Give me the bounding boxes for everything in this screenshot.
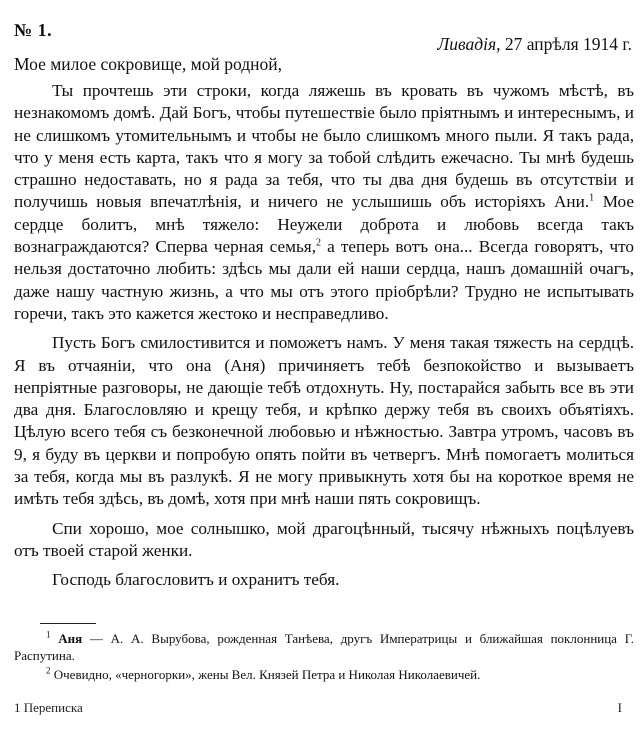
salutation: Мое милое сокровище, мой родной, <box>14 54 282 74</box>
footnote-divider <box>40 623 96 624</box>
letter-place: Ливадія, <box>437 34 501 54</box>
paragraph-4: Господь благословитъ и охранитъ тебя. <box>52 570 340 590</box>
footnote-1-text: — А. А. Вырубова, рожденная Танѣева, другъ Императрицы и ближайшая поклонница Г. Распутина. <box>14 631 634 663</box>
footnote-2 <box>14 666 634 683</box>
footnote-1-lead: Аня <box>58 631 83 646</box>
footnote-1 <box>14 630 634 664</box>
letter-number: № 1. <box>14 20 53 40</box>
footer-signature: 1 Переписка <box>14 700 83 715</box>
footnote-ref-2: 2 <box>316 237 321 249</box>
paragraph-1-part-a: Ты прочтешь эти строки, когда ляжешь въ кровать въ чужомъ мѣстѣ, въ незнакомомъ домѣ. Дай Богъ, чтобы путешествіе было пріятнымъ и интереснымъ, и не слишкомъ утомительнымъ и чтобы не было слишкомъ много пыли. Я такъ рада, что у меня есть карта, такъ что я могу за тобой слѣдить ежечасно. Ты мнѣ будешь страшно недоставать, но я рада за тебя, что ты два дня будешь въ отсутствіи и получишь новыя впечатлѣнія, и ничего не услышишь объ исторіяхъ Ани. <box>14 81 634 212</box>
letter-date: 27 апрѣля 1914 г. <box>504 34 632 54</box>
letter-page <box>12 0 636 732</box>
paragraph-3: Спи хорошо, мое солнышко, мой драгоцѣнный, тысячу нѣжныхъ поцѣлуевъ отъ твоей старой женки. <box>14 518 634 560</box>
paragraph-1-part-c: а теперь вотъ она... Всегда говорятъ, что нельзя достаточно любить: здѣсь мы дали ей наши сердца, нашъ домашній очагъ, даже нашу частную жизнь, а что мы отъ этого пріобрѣли? Трудно не испытывать горечи, такъ это кажется жестоко и несправедливо. <box>14 237 634 323</box>
paragraph-2: Пусть Богъ смилостивится и поможетъ намъ. У меня такая тяжесть на сердцѣ. Я въ отчаяніи, что она (Аня) причиняетъ тебѣ безпокойство и вызываетъ непріятные разговоры, не дающіе тебѣ отдохнуть. Ну, постарайся забыть все въ эти два дня. Благословляю и крещу тебя, и крѣпко держу тебя въ своихъ объятіяхъ. Цѣлую всего тебя съ безконечной любовью и нѣжностью. Завтра утромъ, часовъ въ 9, я буду въ церкви и попробую опять пойти въ четвергъ. Мнѣ помогаетъ молиться за тебя, когда мы въ разлукѣ. Я не могу привыкнуть хотя бы на короткое время не имѣть тебя здѣсь, въ домѣ, хотя при мнѣ наши пять сокровищъ. <box>14 333 634 509</box>
place-date <box>437 34 632 55</box>
paragraph-1-part-b: Мое сердце болитъ, мнѣ тяжело: Неужели доброта и любовь всегда такъ вознаграждаются? Сперва черная семья, <box>14 192 634 257</box>
footnotes <box>14 630 634 685</box>
letter-body <box>14 80 634 599</box>
footer-mark: I <box>617 700 622 715</box>
footnote-ref-1: 1 <box>589 192 595 204</box>
paragraph-1 <box>14 80 634 325</box>
footnote-2-number: 2 <box>46 665 51 676</box>
footnote-1-number: 1 <box>46 629 51 640</box>
footnote-2-text: Очевидно, «черногорки», жены Вел. Князей Петра и Николая Николаевичей. <box>53 667 481 682</box>
